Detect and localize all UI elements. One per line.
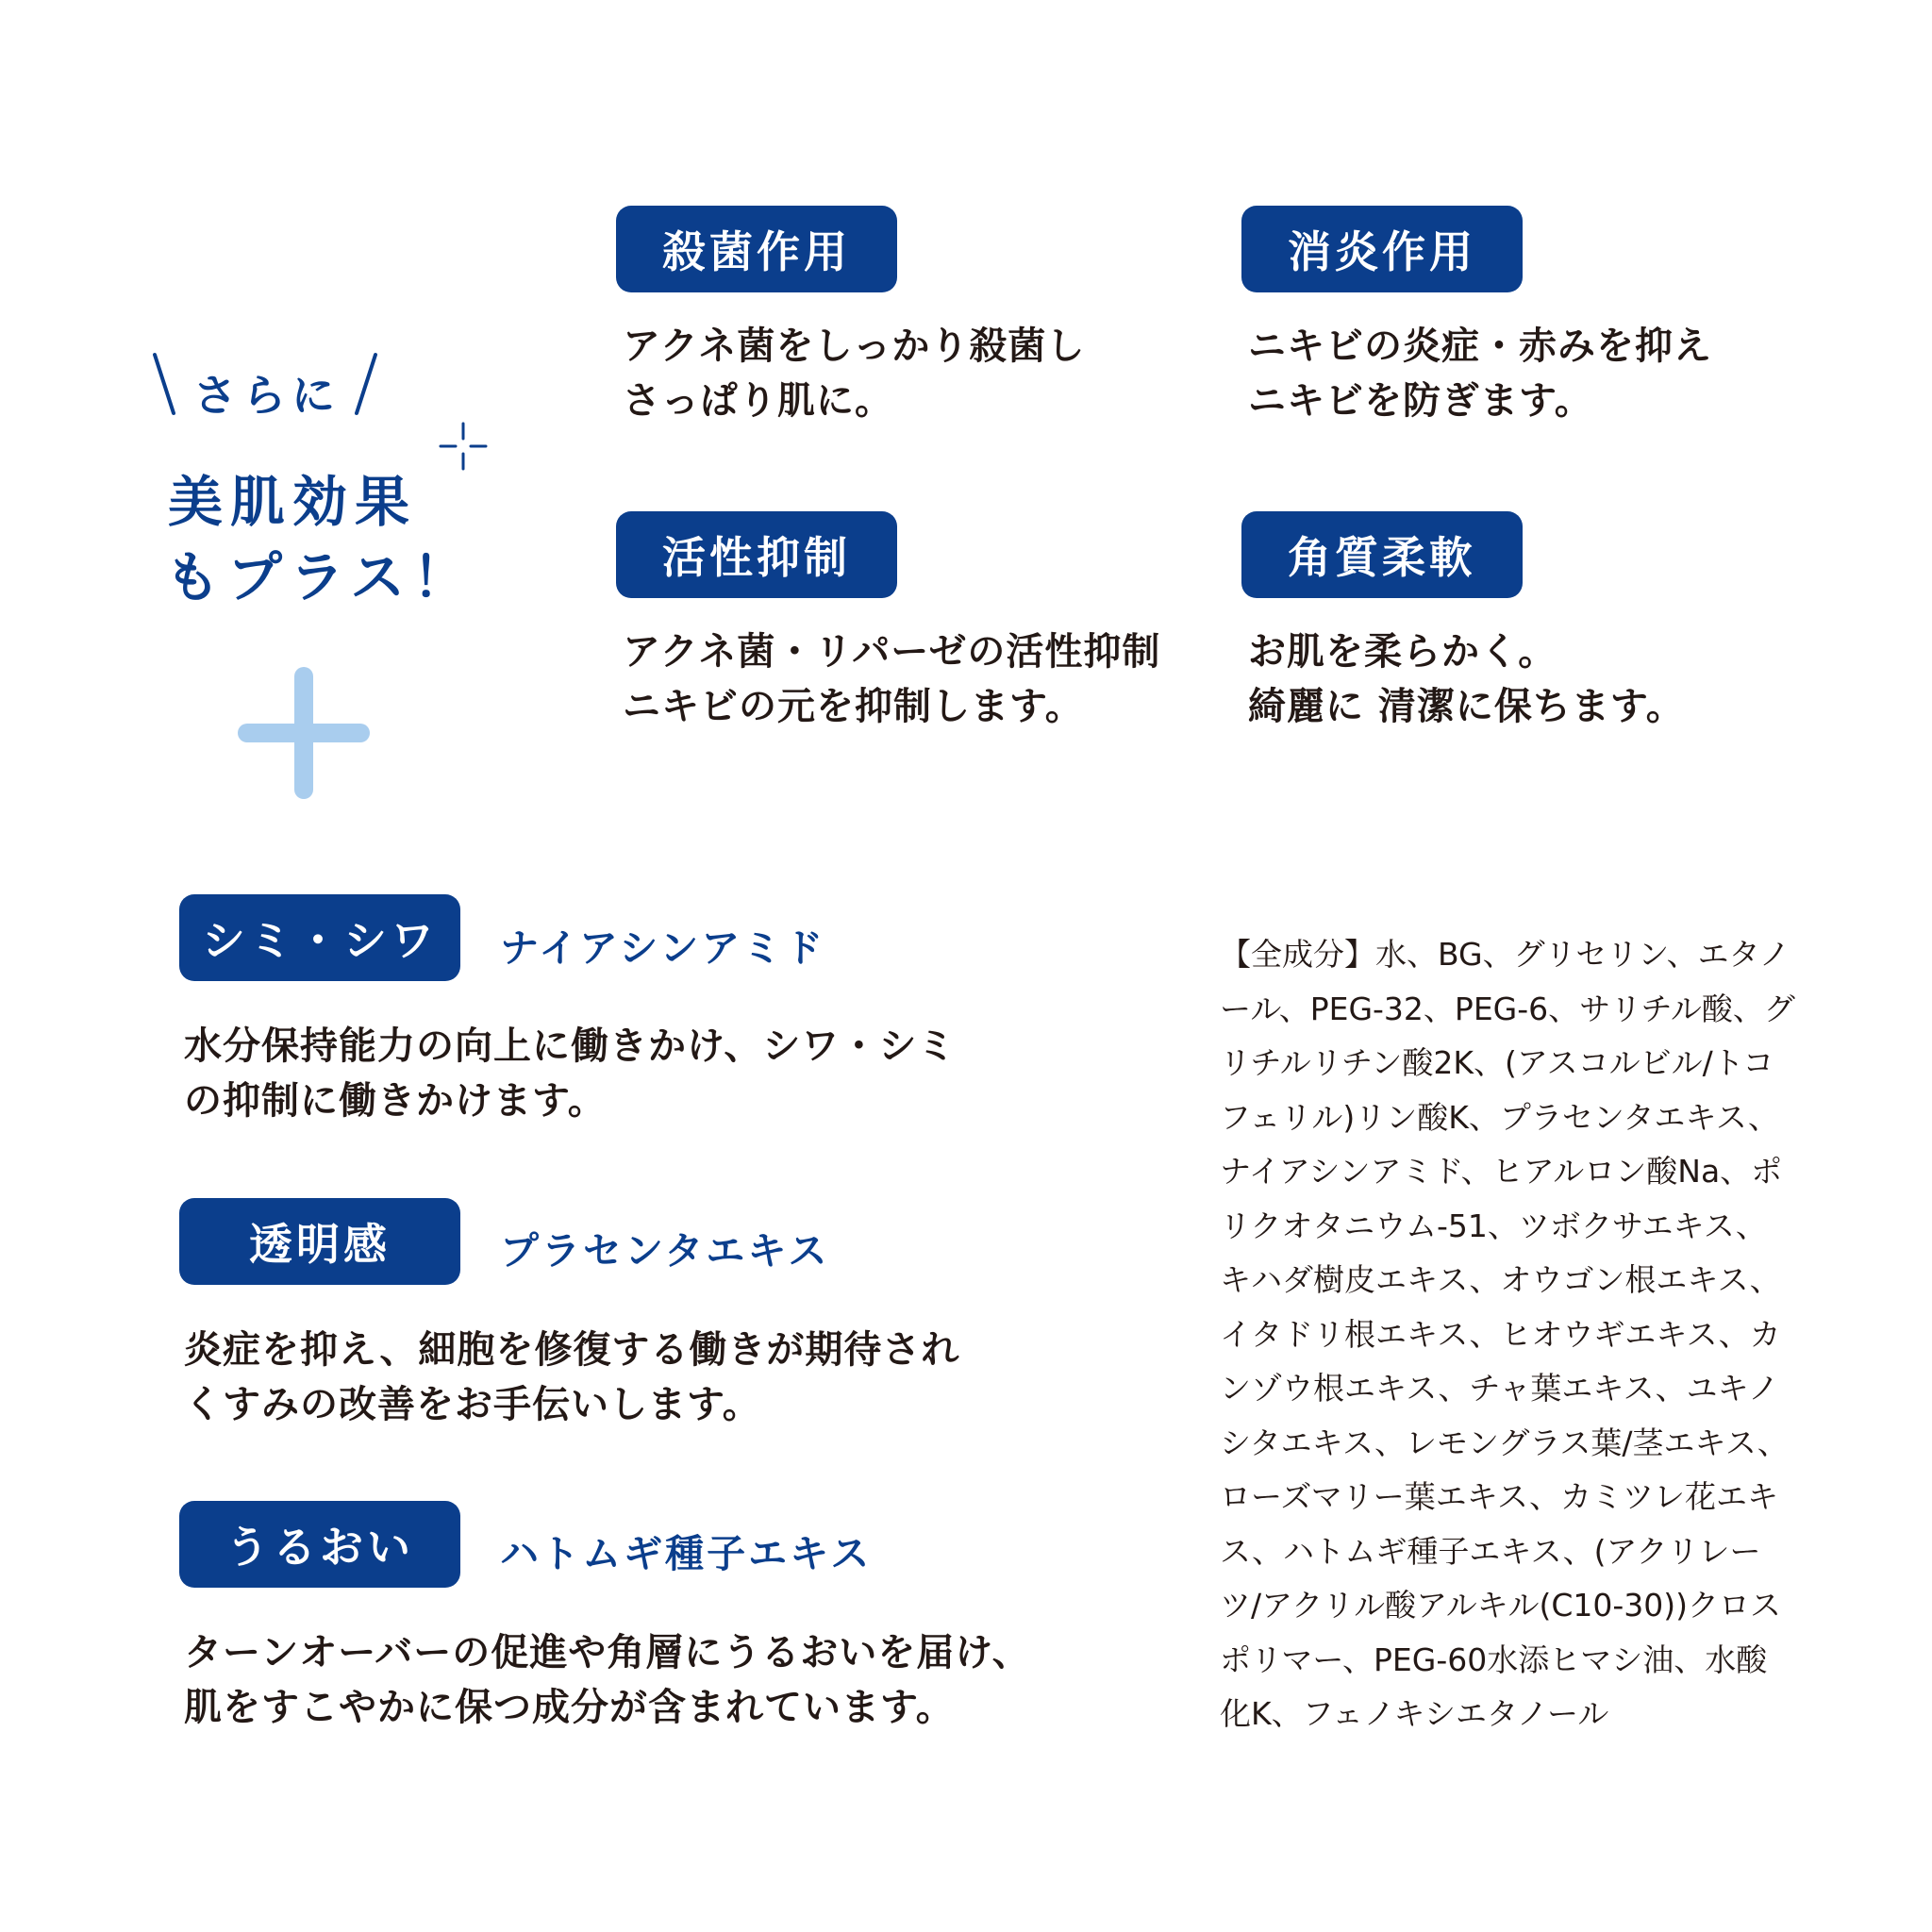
effect-badge-activity-suppression: 活性抑制 xyxy=(616,511,897,598)
benefit-desc-moisture xyxy=(184,1625,1031,1735)
effect-desc-line: 綺麗に 清潔に保ちます。 xyxy=(1248,685,1685,728)
effect-desc-line: ニキビを防ぎます。 xyxy=(1248,379,1593,423)
effect-badge-anti-inflammatory: 消炎作用 xyxy=(1241,206,1523,292)
effect-badge-keratin-softening: 角質柔軟 xyxy=(1241,511,1523,598)
promo-sarani: さらに xyxy=(193,370,341,421)
effect-desc-anti-inflammatory xyxy=(1248,319,1712,428)
effect-desc-sterilization xyxy=(623,319,1085,428)
benefit-desc-line: 水分保持能力の向上に働きかけ、シワ・シミ xyxy=(184,1024,957,1068)
effect-desc-line: アクネ菌をしっかり殺菌し xyxy=(623,325,1086,368)
benefit-ingredient-job-tears: ハトムギ種子エキス xyxy=(500,1531,873,1576)
promo-slash-left xyxy=(151,351,179,417)
promo-title-line2: もプラス！ xyxy=(165,545,475,609)
effect-desc-activity-suppression xyxy=(623,625,1160,734)
effect-desc-keratin-softening xyxy=(1248,625,1685,734)
benefit-ingredient-placenta: プラセンタエキス xyxy=(500,1228,830,1274)
promo-title-line1: 美肌効果 xyxy=(168,470,418,534)
benefit-badge-spots-wrinkles: シミ・シワ xyxy=(179,894,460,981)
benefit-ingredient-niacinamide: ナイアシンアミド xyxy=(500,925,826,971)
full-ingredients-list: 【全成分】水、BG、グリセリン、エタノール、PEG-32、PEG-6、サリチル酸、グリチルリチン酸2K、(アスコルビル/トコフェリル)リン酸K、プラセンタエキス、ナイアシンアミド、ヒアルロン酸Na、ポリクオタニウム-51、ツボクサエキス、キハダ樹皮エキス、オウゴン根エキス、イタドリ根エキス、ヒオウギエキス、カンゾウ根エキス、チャ葉エキス、ユキノシタエキス、レモングラス葉/茎エキス、ローズマリー葉エキス、カミツレ花エキス、ハトムギ種子エキス、(アクリレーツ/アクリル酸アルキル(C10-30))クロスポリマー、PEG-60水添ヒマシ油、水酸化K、フェノキシエタノール xyxy=(1220,936,1795,1732)
benefit-desc-line: 肌をすこやかに保つ成分が含まれています。 xyxy=(184,1686,955,1729)
effect-desc-line: アクネ菌・リパーゼの活性抑制 xyxy=(623,630,1161,674)
plus-icon xyxy=(238,667,370,799)
benefit-desc-line: 炎症を抑え、細胞を修復する働きが期待され xyxy=(184,1328,960,1372)
effect-badge-sterilization: 殺菌作用 xyxy=(616,206,897,292)
benefit-badge-clarity: 透明感 xyxy=(179,1198,460,1285)
benefit-desc-line: の抑制に働きかけます。 xyxy=(184,1079,607,1123)
effect-desc-line: お肌を柔らかく。 xyxy=(1248,630,1557,674)
promo-slash-right xyxy=(351,351,379,417)
benefit-desc-clarity xyxy=(184,1323,959,1432)
benefit-desc-spots-wrinkles xyxy=(184,1019,956,1128)
effect-desc-line: ニキビの炎症・赤みを抑え xyxy=(1248,325,1712,368)
benefit-desc-line: ターンオーバーの促進や角層にうるおいを届け、 xyxy=(184,1631,1031,1674)
effect-desc-line: ニキビの元を抑制します。 xyxy=(623,685,1084,728)
sparkle-icon xyxy=(439,422,488,471)
benefit-badge-moisture: うるおい xyxy=(179,1501,460,1588)
effect-desc-line: さっぱり肌に。 xyxy=(623,379,893,423)
benefit-desc-line: くすみの改善をお手伝いします。 xyxy=(184,1383,761,1426)
